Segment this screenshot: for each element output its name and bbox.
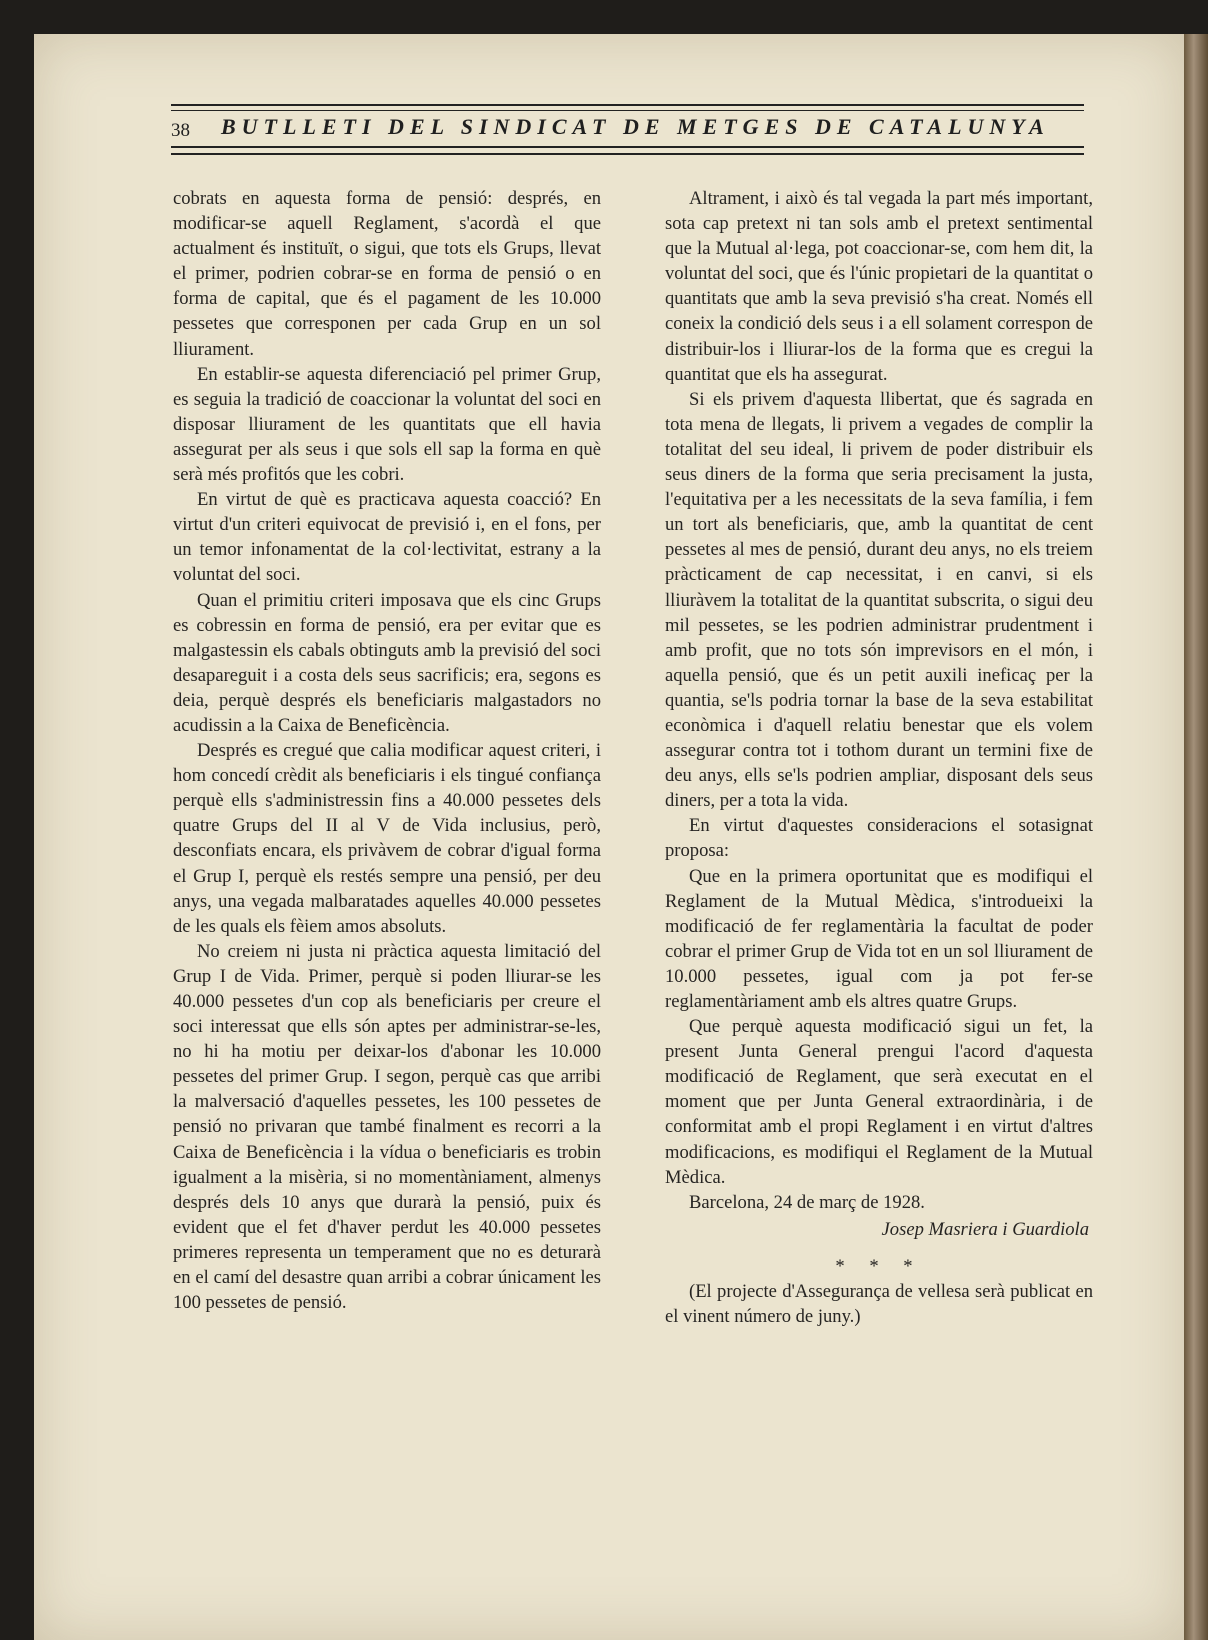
paragraph: Que perquè aquesta modificació sigui un fet, la present Junta General prengui l'acord d'aquesta modificació de Reglament, que serà executat en el moment que per Junta General extraordinària, i de conformitat amb el propi Reglament i en virtut d'altres modificacions, es modifiqui el Reglament de la Mutual Mèdica.: [665, 1016, 1093, 1188]
header-rule-bottom: [171, 146, 1084, 148]
date-line: Barcelona, 24 de març de 1928.: [689, 1191, 925, 1213]
paragraph: Altrament, i això és tal vegada la part més important, sota cap pretext ni tan sols amb el pretext sentimental que la Mutual al·lega, pot coaccionar-se, com hem dit, la voluntat del soci, que és l'únic propietari de la quantitat o quantitats que amb la seva previsió s'ha creat. Només ell coneix la condició dels seus i a ell solament correspon de distribuir-los i lliurar-los de la forma que es cregui la quantitat que els ha assegurat.: [665, 188, 1093, 385]
paragraph: En virtut d'aquestes consideracions el sotasignat proposa:: [665, 815, 1093, 862]
paragraph: cobrats en aquesta forma de pensió: després, en modificar-se aquell Reglament, s'acordà el que actualment és instituït, o sigui, que tots els Grups, llevat el primer, podrien cobrar-se en forma de pensió o en forma de capital, que és el pagament de les 10.000 pessetes que corresponen per cada Grup en un sol lliurament.: [173, 188, 601, 360]
paragraph: No creiem ni justa ni pràctica aquesta limitació del Grup I de Vida. Primer, perquè si poden lliurar-se les 40.000 pessetes d'un cop als beneficiaris per creure el soci interessat que ells són aptes per administrar-se-les, no hi ha motiu per deixar-los d'abonar les 10.000 pessetes del primer Grup. I segon, perquè cas que arribi la malversació d'aquelles pessetes, les 100 pessetes de pensió no privaran que també finalment es recorri a la Caixa de Beneficència i la vídua o beneficiaris es trobin igualment a la misèria, si no momentàniament, almenys després dels 10 anys que durarà la pensió, puix és evident que el fet d'haver perdut les 40.000 pessetes primeres representa un temperament que no es deturarà en el camí del desastre quan arribi a cobrar únicament les 100 pessetes de pensió.: [173, 940, 601, 1314]
right-column: [665, 186, 1093, 1329]
journal-title: BUTLLETI DEL SINDICAT DE METGES DE CATALUNYA: [221, 114, 1050, 139]
header-rule-top: [171, 104, 1084, 106]
header-rule-top-thin: [171, 110, 1084, 111]
paragraph: En virtut de què es practicava aquesta coacció? En virtut d'un criteri equivocat de previsió i, en el fons, per un temor infonamentat de la col·lectivitat, estrany a la voluntat del soci.: [173, 489, 601, 586]
left-column: [173, 186, 601, 1315]
paragraph: Després es cregué que calia modificar aquest criteri, i hom concedí crèdit als beneficiaris i els tingué confiança perquè ells s'administressin fins a 40.000 pessetes dels quatre Grups del II al V de Vida inclusius, però, desconfiats encara, els privàvem de cobrar d'igual forma el Grup I, perquè els restés sempre una pensió, per deu anys, una vegada malbaratades aquelles 40.000 pessetes de les quals els fèiem amos absoluts.: [173, 740, 601, 937]
header-rule-bottom-double: [171, 153, 1084, 155]
signature: Josep Masriera i Guardiola: [881, 1218, 1089, 1240]
page-number: 38: [171, 120, 190, 141]
book-spine: [1184, 34, 1208, 1640]
paragraph: Si els privem d'aquesta llibertat, que és sagrada en tota mena de llegats, li privem a vegades de complir la totalitat del seu ideal, li privem de poder distribuir els seus diners de la forma que seria precisament la justa, l'equitativa per a les necessitats de la seva família, i fem un tort als beneficiaris, que, amb la quantitat de cent pessetes al mes de pensió, durant deu anys, no els treiem pràcticament de cap necessitat, i en canvi, si els lliuràvem la totalitat de la quantitat subscrita, o sigui deu mil pessetes, se les podrien administrar prudentment i amb profit, que no tots són imprevisors en el món, i aquella pensió, que és un petit auxili ineficaç per la quantia, se'ls podria tornar la base de la seva estabilitat econòmica i d'aquell relatiu benestar que els volem assegurar contra tot i tothom durant un termini fixe de deu anys, ells se'ls podrien ampliar, disposant dels seus diners, per a tota la vida.: [665, 388, 1093, 812]
closing-note: (El projecte d'Assegurança de vellesa serà publicat en el vinent número de juny.): [665, 1281, 1093, 1328]
running-header: [171, 102, 1084, 158]
paragraph: Que en la primera oportunitat que es modifiqui el Reglament de la Mutual Mèdica, s'introdueixi la modificació de fer reglamentària la facultat de poder cobrar el primer Grup de Vida tot en un sol lliurament de 10.000 pessetes, igual com ja pot fer-se reglamentàriament amb els altres quatre Grups.: [665, 865, 1093, 1012]
paragraph: Quan el primitiu criteri imposava que els cinc Grups es cobressin en forma de pensió, era per evitar que es malgastessin els cabals obtinguts amb la previsió del soci desapareguit i a costa dels seus sacrificis; era, segons es deia, perquè després els beneficiaris malgastadors no acudissin a la Caixa de Beneficència.: [173, 589, 601, 736]
section-separator: * * *: [835, 1255, 923, 1277]
paragraph: En establir-se aquesta diferenciació pel primer Grup, es seguia la tradició de coaccionar la voluntat del soci en disposar lliurament de les quantitats que ell havia assegurat per als seus i que sols ell sap la forma en què serà més profitós que les cobri.: [173, 363, 601, 486]
